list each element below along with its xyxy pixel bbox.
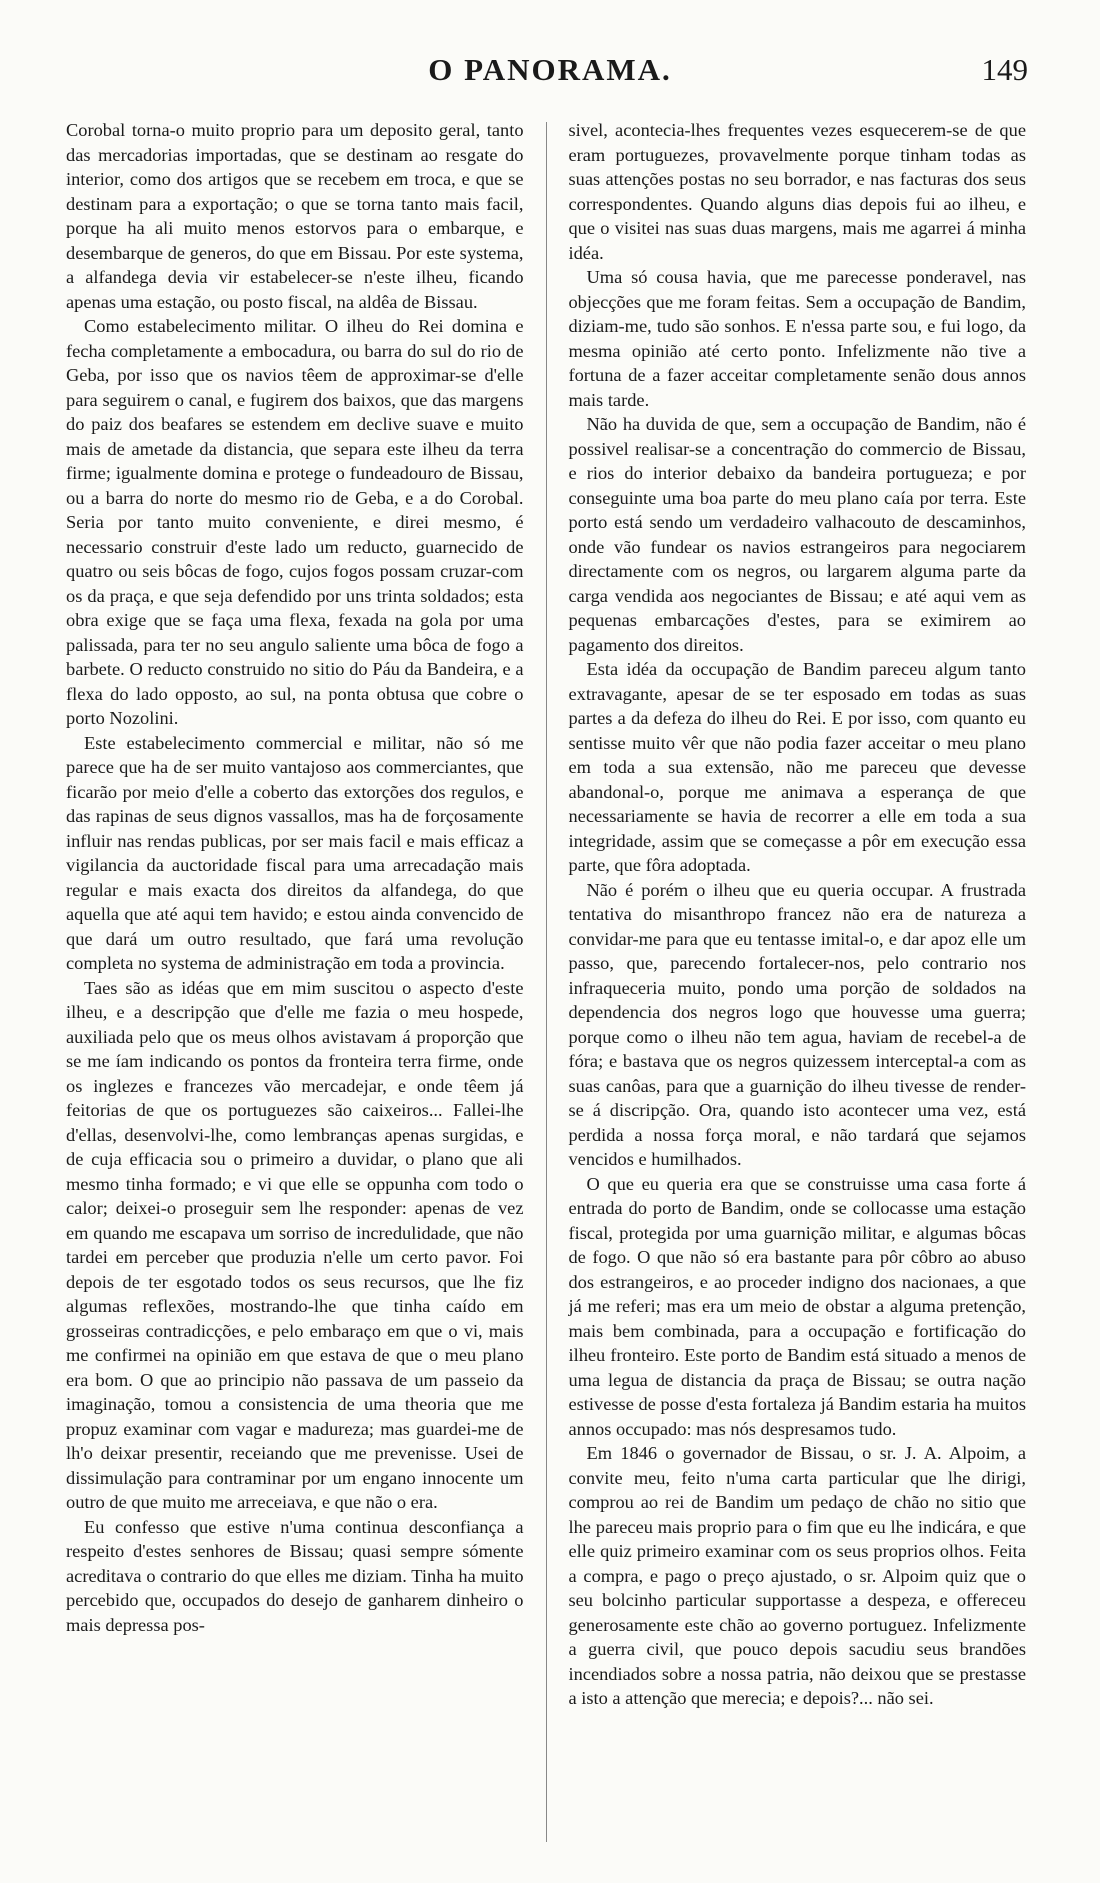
page-number: 149 xyxy=(981,52,1028,87)
paragraph: O que eu queria era que se construisse uma casa forte á entrada do porto de Bandim, onde se collocasse uma estação fiscal, protegida por uma guarnição militar, e algumas bôcas de fogo. O que não só era bastante para pôr côbro ao abuso dos estrangeiros, e ao proceder indigno dos nacionaes, a que já me referi; mas era um meio de obstar a alguma pretenção, mais bem combinada, para a occupação e fortificação do ilheu fronteiro. Este porto de Bandim está situado a menos de uma legua de distancia da praça de Bissau; se outra nação estivesse de posse d'esta fortaleza já Bandim estaria ha muitos annos occupado: mas nós despresamos tudo. xyxy=(568,1173,1026,1439)
right-column xyxy=(568,118,1026,1843)
paragraph: Eu confesso que estive n'uma continua desconfiança a respeito d'estes senhores de Bissau; quasi sempre sómente acreditava o contrario do que elles me diziam. Tinha ha muito percebido que, occupados do desejo de ganharem dinheiro o mais depressa pos- xyxy=(66,1516,524,1635)
paragraph: sivel, acontecia-lhes frequentes vezes esquecerem-se de que eram portuguezes, provavelmente porque tinham todas as suas attenções postas no seu borrador, e nas facturas dos seus correspondentes. Quando alguns dias depois fui ao ilheu, e que o visitei nas suas duas margens, mais me agarrei á minha idéa. xyxy=(568,120,1026,263)
paragraph: Em 1846 o governador de Bissau, o sr. J. A. Alpoim, a convite meu, feito n'uma carta particular que lhe dirigi, comprou ao rei de Bandim um pedaço de chão no sitio que lhe pareceu mais proprio para o fim que eu lhe indicára, e que elle quiz primeiro examinar com os seus proprios olhos. Feita a compra, e pago o preço ajustado, o sr. Alpoim quiz que o seu bolcinho particular supportasse a despeza, e offereceu generosamente este chão ao governo portuguez. Infelizmente a guerra civil, que pouco depois sacudiu seus brandões incendiados sobre a nossa patria, não deixou que se prestasse a isto a attenção que merecia; e depois?... não sei. xyxy=(568,1443,1026,1708)
paragraph: Esta idéa da occupação de Bandim pareceu algum tanto extravagante, apesar de se ter esposado em todas as suas partes a da defeza do ilheu do Rei. E por isso, com quanto eu sentisse muito vêr que não podia fazer acceitar o meu plano em toda a sua extensão, não me pareceu que devesse abandonal-o, porque me animava a esperança de que necessariamente se havia de recorrer a elle em toda a sua integridade, assim que se começasse a pôr em execução essa parte, que fôra adoptada. xyxy=(568,659,1026,875)
column-divider xyxy=(546,122,547,1842)
paragraph: Como estabelecimento militar. O ilheu do Rei domina e fecha completamente a embocadura, ou barra do sul do rio de Geba, por isso que os navios têem de approximar-se d'elle para seguirem o canal, e fugirem dos baixos, que das margens do paiz dos beafares se estendem em declive suave e muito mais de ametade da distancia, que separa este ilheu da terra firme; igualmente domina e protege o fundeadouro de Bissau, ou a barra do norte do mesmo rio de Geba, e a do Corobal. Seria por tanto muito conveniente, e direi mesmo, é necessario construir d'este lado um reducto, guarnecido de quatro ou seis bôcas de fogo, cujos fogos possam cruzar-com os da praça, e que seja defendido por uns trinta soldados; esta obra exige que se faça uma flexa, fexada na gola por uma palissada, para ter no seu angulo saliente uma bôca de fogo a barbete. O reducto construido no sitio do Páu da Bandeira, e a flexa do lado opposto, ao sul, na ponta obtusa que cobre o porto Nozolini. xyxy=(66,316,524,728)
paragraph: Corobal torna-o muito proprio para um deposito geral, tanto das mercadorias importadas, que se destinam ao resgate do interior, como dos artigos que se recebem em troca, e que se destinam para a exportação; o que se torna tanto mais facil, porque ha ali muito menos estorvos para o embarque, e desembarque de generos, do que em Bissau. Por este systema, a alfandega devia vir estabelecer-se n'este ilheu, ficando apenas uma estação, ou posto fiscal, na aldêa de Bissau. xyxy=(66,120,524,312)
text-columns xyxy=(66,118,1026,1843)
paragraph: Este estabelecimento commercial e militar, não só me parece que ha de ser muito vantajoso aos commerciantes, que ficarão por meio d'elle a coberto das extorções dos regulos, e das rapinas de seus dignos vassallos, mas ha de forçosamente influir nas rendas publicas, por ser mais facil e mais efficaz a vigilancia da auctoridade fiscal para uma arrecadação mais regular e mais exacta dos direitos da alfandega, do que aquella que até aqui tem havido; e estou ainda convencido de que dará um outro resultado, que fará uma revolução completa no systema de administração em toda a provincia. xyxy=(66,732,524,973)
page-header xyxy=(0,52,1100,102)
paragraph: Não ha duvida de que, sem a occupação de Bandim, não é possivel realisar-se a concentração do commercio de Bissau, e rios do interior debaixo da bandeira portugueza; e por conseguinte uma boa parte do meu plano caía por terra. Este porto está sendo um verdadeiro valhacouto de descaminhos, onde vão fundear os navios estrangeiros para negociarem directamente com os negros, ou largarem alguma parte da carga vendida aos negociantes de Bissau; e até aqui vem as pequenas embarcações d'estes, para se eximirem ao pagamento dos direitos. xyxy=(568,414,1026,655)
paragraph: Uma só cousa havia, que me parecesse ponderavel, nas objecções que me foram feitas. Sem a occupação de Bandim, diziam-me, tudo são sonhos. E n'essa parte sou, e fui logo, da mesma opinião até certo ponto. Infelizmente não tive a fortuna de a fazer acceitar completamente senão dous annos mais tarde. xyxy=(568,267,1026,410)
paragraph: Taes são as idéas que em mim suscitou o aspecto d'este ilheu, e a descripção que d'elle me fazia o meu hospede, auxiliada pelo que os meus olhos avistavam á proporção que se me íam indicando os pontos da fronteira terra firme, onde os inglezes e francezes vão mercadejar, e onde têem já feitorias de que os portuguezes são caixeiros... Fallei-lhe d'ellas, desenvolvi-lhe, como lembranças apenas surgidas, e de cuja efficacia sou o primeiro a duvidar, o plano que ali mesmo tinha formado; e vi que elle se oppunha com todo o calor; deixei-o proseguir sem lhe responder: apenas de vez em quando me escapava um sorriso de incredulidade, que não tardei em perceber que produzia n'elle um certo pavor. Foi depois de ter esgotado todos os seus recursos, que lhe fiz algumas reflexões, mostrando-lhe que tinha caído em grosseiras contradicções, e pelo embaraço em que o vi, mais me confirmei na opinião em que estava de que o meu plano era bom. O que ao principio não passava de um passeio da imaginação, tomou a consistencia de uma theoria que me propuz examinar com vagar e madureza; mas guardei-me de lh'o deixar presentir, receiando que me prevenisse. Usei de dissimulação para contraminar por um engano innocente um outro de que muito me arreceiava, e que não o era. xyxy=(66,977,524,1512)
paragraph: Não é porém o ilheu que eu queria occupar. A frustrada tentativa do misanthropo francez não era de natureza a convidar-me para que eu tentasse imital-o, e dar apoz elle um passo, que, parecendo fortalecer-nos, pelo contrario nos infraqueceria muito, pondo uma porção de soldados na dependencia dos negros logo que houvesse uma guerra; porque como o ilheu não tem agua, haviam de recebel-a de fóra; e bastava que os negros quizessem interceptal-a com as suas canôas, para que a guarnição do ilheu tivesse de render-se á discripção. Ora, quando isto acontecer uma vez, está perdida a nossa força moral, e não tardará que sejamos vencidos e humilhados. xyxy=(568,879,1026,1169)
left-column xyxy=(66,118,524,1843)
running-title: O PANORAMA. xyxy=(428,52,672,87)
